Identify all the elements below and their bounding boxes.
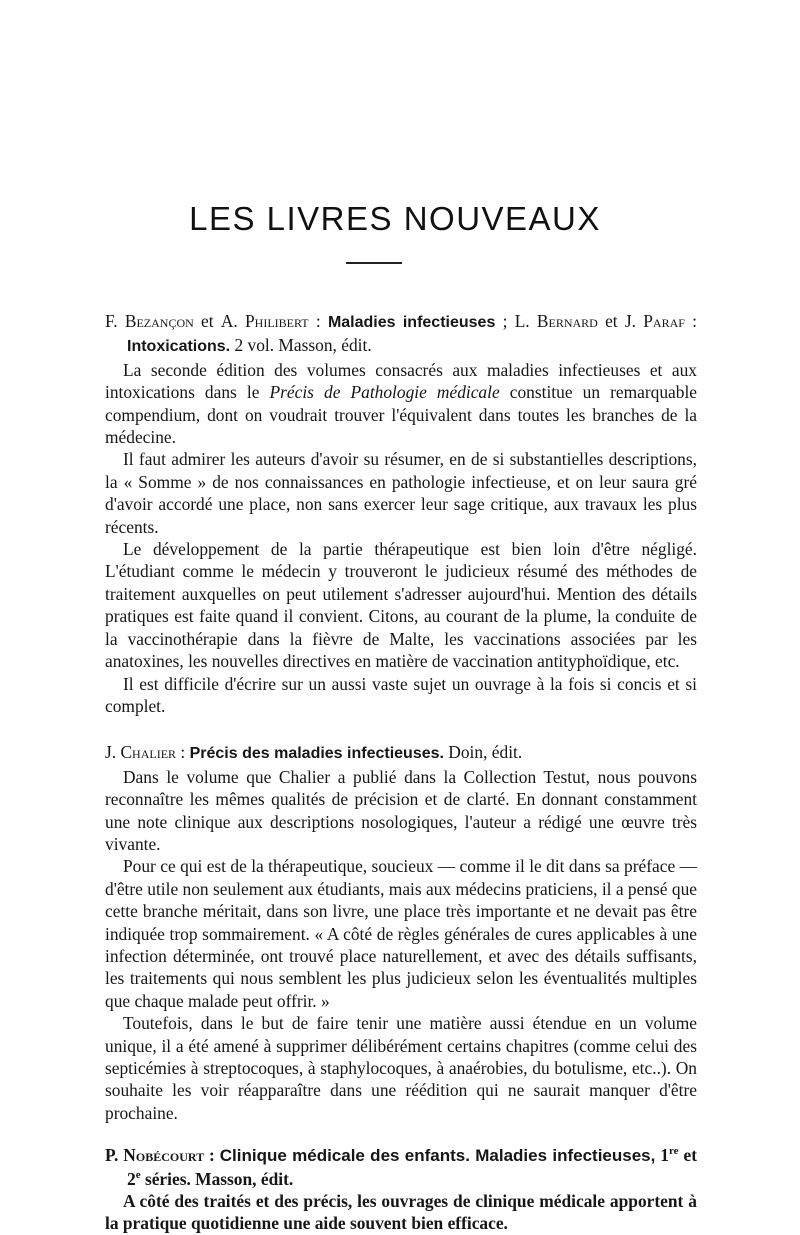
author: L. Bernard (514, 311, 598, 331)
separator: : (176, 742, 190, 763)
title-divider (346, 262, 402, 264)
author: J. Paraf (624, 311, 685, 331)
review-heading (105, 1144, 697, 1190)
review-entry (105, 1144, 697, 1235)
page-title: LES LIVRES NOUVEAUX (189, 200, 601, 237)
book-title: Maladies infectieuses (327, 314, 496, 331)
separator: ; (495, 311, 515, 331)
conjunction: et (597, 311, 618, 331)
publisher: séries. Masson, édit. (140, 1168, 294, 1189)
series-number: 1 (660, 1145, 669, 1166)
book-title: Précis des maladies infectieuses. (189, 745, 444, 763)
author: P. Nobécourt (105, 1145, 205, 1166)
review-paragraph (105, 359, 697, 449)
publisher: Doin, édit. (443, 742, 523, 763)
review-entry (105, 310, 697, 717)
review-paragraph: Dans le volume que Chalier a publié dans la Collection Testut, nous pouvons reconnaître les mêmes qualités de précision et de clarté. En donnant constamment une note clinique aux descriptions nosologiques, l'auteur a rédigé une œuvre très vivante. (105, 766, 697, 854)
cited-title: Précis de Pathologie médicale (269, 382, 500, 403)
review-paragraph: Pour ce qui est de la thérapeutique, soucieux — comme il le dit dans sa préface — d'être utile non seulement aux étudiants, mais aux médecins praticiens, il a pensé que cette branche méritait, dans son livre, une place très importante et ne devait pas être indiquée trop sommairement. « A côté de règles générales de cures applicables à une infection déterminée, ont trouvé place naturellement, et avec des détails suffisants, les traitements qui nous semblent les plus judicieux selon les éventualités multiples que chaque malade peut offrir. » (105, 856, 697, 1011)
review-paragraph: Le développement de la partie thérapeutique est bien loin d'être négligé. L'étudiant comme le médecin y trouveront le judicieux résumé des méthodes de traitement auxquelles on peut utilement s'adresser aujourd'hui. Mention des détails pratiques est faite quand il convient. Citons, au courant de la plume, la conduite de la vaccinothérapie dans la fièvre de Malte, les vaccinations associées par les anatoxines, les nouvelles directives en matière de vaccination antityphoïdique, etc. (105, 539, 697, 672)
book-title: Intoxications. (127, 338, 231, 356)
separator: : (308, 311, 328, 331)
author: J. Chalier (105, 742, 177, 763)
review-heading (105, 741, 697, 765)
author: A. Philibert (220, 311, 309, 331)
review-paragraph: A côté des traités et des précis, les ouvrages de clinique médicale apportent à la pratique quotidienne une aide souvent bien efficace. (105, 1191, 697, 1234)
conjunction: et (193, 311, 221, 331)
separator: : (684, 311, 698, 331)
review-paragraph: Il faut admirer les auteurs d'avoir su résumer, en de si substantielles descriptions, la « Somme » de nos connaissances en pathologie infectieuse, et on leur saura gré d'avoir accordé une place, non sans exercer leur sage critique, aux travaux les plus récents. (105, 449, 697, 537)
author: F. Bezançon (105, 311, 194, 331)
separator: : (204, 1145, 220, 1166)
publisher: 2 vol. Masson, édit. (230, 335, 372, 356)
review-paragraph: Il est difficile d'écrire sur un aussi vaste sujet un ouvrage à la fois si concis et si complet. (105, 673, 697, 716)
reviews-column (105, 310, 697, 1235)
paragraph-text: La seconde édition des volumes consacrés aux maladies infectieuses et aux intoxications dans le (105, 359, 697, 403)
paragraph-text: constitue un remarquable compendium, dont on voudrait trouver l'équivalent dans toutes les branches de la médecine. (105, 382, 698, 448)
series-suffix: e (135, 1168, 141, 1181)
review-entry (105, 741, 697, 1124)
series-conjunction: et 2 (127, 1145, 697, 1189)
review-paragraph: Toutefois, dans le but de faire tenir une matière aussi étendue en un volume unique, il a été amené à supprimer délibérément certains chapitres (comme celui des septicémies à streptocoques, à staphylocoques, à anaérobies, du botulisme, etc..). On souhaite les voir réapparaître dans une réédition qui ne saurait manquer d'être prochaine. (105, 1013, 697, 1123)
series-suffix: re (668, 1145, 679, 1158)
review-heading (105, 310, 697, 359)
book-title: Clinique médicale des enfants. Maladies infectieuses, (219, 1146, 656, 1166)
